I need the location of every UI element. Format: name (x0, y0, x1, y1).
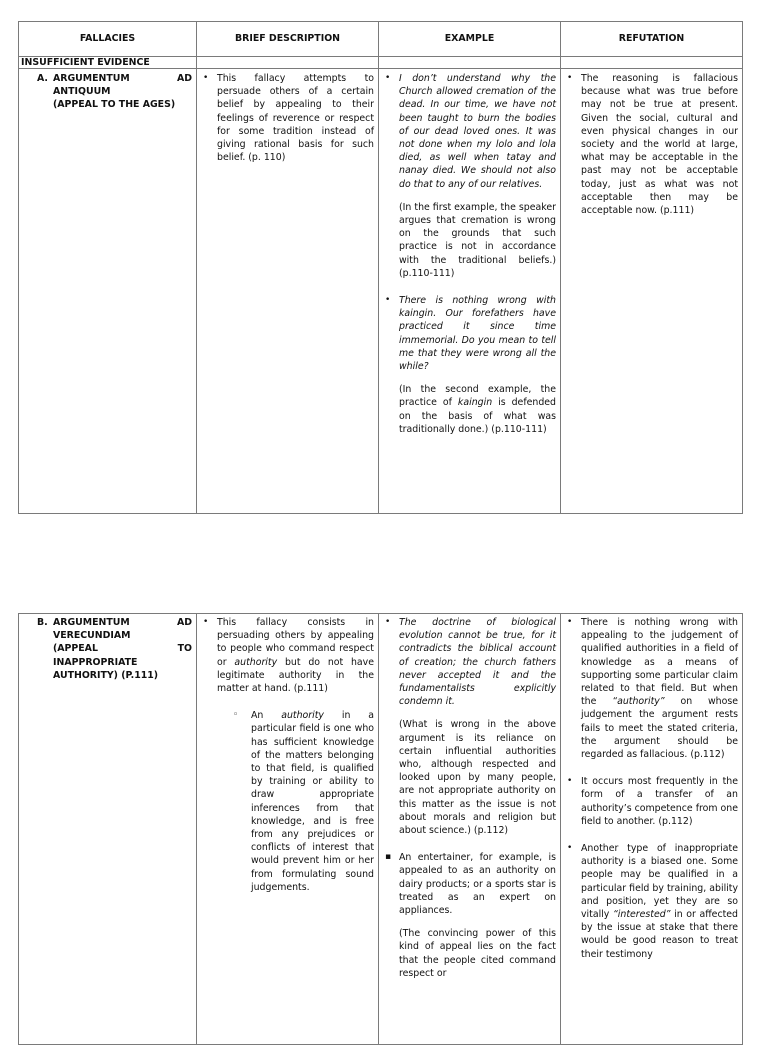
example-item (385, 294, 556, 436)
header-brief-description: BRIEF DESCRIPTION (197, 22, 379, 57)
fallacy-name-line: AD (176, 73, 192, 84)
fallacy-name-line: ANTIQUUM (53, 86, 111, 98)
refutation-item: • There is nothing wrong with appealing to the judgement of qualified authorities in a field of knowledge as a means of supporting some particular claim related to that field. But when the “authority” on whose judgement the argument rests fails to meet the stated criteria, the argument should be regarded as fallacious. (p.112) (567, 617, 738, 761)
fallacy-name-line: INAPPROPRIATE (53, 656, 138, 668)
circle-bullet-icon: ◦ (233, 710, 239, 721)
example-note: (In the second example, the practice of kaingin is defended on the basis of what was traditionally done.) (p.110-111) (399, 384, 556, 435)
header-row (19, 22, 743, 57)
header-example: EXAMPLE (379, 22, 561, 57)
bullet-icon: • (567, 617, 573, 627)
example-item (385, 616, 556, 837)
description-cell (197, 614, 379, 1045)
bullet-icon: • (385, 617, 391, 627)
refutation-cell (561, 614, 743, 1045)
example-cell (379, 614, 561, 1045)
bullet-icon: • (203, 73, 209, 83)
example-text: There is nothing wrong with kaingin. Our forefathers have practiced it since time immemorial. Do you mean to tell me that they were wrong all the while? (399, 295, 556, 373)
refutation-cell (561, 69, 743, 514)
fallacy-name-line: (APPEAL TO THE AGES) (53, 99, 176, 111)
example-text: The doctrine of biological evolution cannot be true, for it contradicts the biblical account of creation; the church fathers never accepted it and the fundamentalists explicitly condemn it. (399, 617, 556, 708)
example-note: (What is wrong in the above argument is its reliance on certain influential authorities who, although respected and looked upon by many people, are not appropriate authority on this matter as the issue is not about morals and religion but about science.) (p.112) (399, 719, 556, 837)
description-item: • This fallacy attempts to persuade others of a certain belief by appealing to their feelings of reverence or respect for some tradition instead of giving rational basis for such belief. (p. 110) (203, 73, 374, 164)
description-cell (197, 69, 379, 514)
section-label: INSUFFICIENT EVIDENCE (19, 57, 197, 69)
fallacy-name-cell (19, 69, 197, 514)
example-note: (The convincing power of this kind of appeal lies on the fact that the people cited command respect or (399, 928, 556, 979)
example-text: An entertainer, for example, is appealed to as an authority on dairy products; or a sports star is treated as an expert on appliances. (399, 852, 556, 917)
refutation-item: • Another type of inappropriate authority is a biased one. Some people may be qualified in a particular field by training, ability and position, yet they are so vitally “interested” in or affected by the issue at stake that there would be good reason to treat their testimony (567, 843, 738, 960)
section-row (19, 57, 743, 69)
fallacy-letter: B. (37, 617, 48, 628)
header-fallacies: FALLACIES (19, 22, 197, 57)
fallacy-name-cell (19, 614, 197, 1045)
fallacy-name-line: ARGUMENTUM (53, 617, 130, 628)
example-note: (In the first example, the speaker argues that cremation is wrong on the grounds that such practice is not in accordance with the traditional beliefs.) (p.110-111) (399, 201, 556, 279)
refutation-item: • The reasoning is fallacious because what was true before may not be true at present. Given the social, cultural and even physical changes in our society and the world at large, what may be acceptable in the past may not be acceptable today, just as what was not acceptable then may be acceptable now. (p.111) (567, 73, 738, 217)
square-bullet-icon: ▪ (385, 852, 392, 863)
example-text: I don’t understand why the Church allowed cremation of the dead. In our time, we have not been taught to burn the bodies of our dead loved ones. It was not done when my lolo and lola died, as well when tatay and nanay died. We should not also do that to any of our relatives. (399, 73, 556, 190)
fallacy-row-a (19, 69, 743, 514)
sub-item: ◦ An authority in a particular field is one who has sufficient knowledge of the matters belonging to that field, is qualified by training or ability to draw appropriate inferences from that knowledge, and is free from any prejudices or conflicts of interest that would prevent him or her from formulating sound judgements. (233, 710, 374, 893)
header-refutation: REFUTATION (561, 22, 743, 57)
example-item (385, 851, 556, 980)
fallacy-name-line: TO (177, 643, 192, 655)
fallacy-letter: A. (37, 73, 48, 84)
fallacies-table-page1 (18, 21, 743, 514)
refutation-item: • It occurs most frequently in the form of a transfer of an authority’s competence from one field to another. (p.112) (567, 776, 738, 827)
description-item: • This fallacy consists in persuading others by appealing to people who command respect or authority but do not have legitimate authority in the matter at hand. (p.111) ◦ An authority in a particular field is one who has sufficient knowledge of the matters belonging to that field, is qualified by training or ability to draw appropriate inferences from that knowledge, and is free from any prejudices or conflicts of interest that would prevent him or her from formulating sound judgements. (203, 617, 374, 893)
fallacy-name-line: ARGUMENTUM (53, 73, 130, 84)
fallacy-name-line: VERECUNDIAM (53, 630, 131, 642)
bullet-icon: • (203, 617, 209, 627)
fallacy-row-b (19, 614, 743, 1045)
bullet-icon: • (385, 295, 391, 306)
fallacy-name-line: AD (176, 617, 192, 628)
bullet-icon: • (385, 73, 391, 83)
fallacy-name-line: (APPEAL (53, 643, 98, 655)
fallacy-name-line: AUTHORITY) (P.111) (53, 669, 159, 681)
bullet-icon: • (567, 73, 573, 83)
bullet-icon: • (567, 776, 573, 787)
example-cell (379, 69, 561, 514)
fallacies-table-page2 (18, 613, 743, 1045)
example-item (385, 72, 556, 280)
bullet-icon: • (567, 843, 573, 854)
